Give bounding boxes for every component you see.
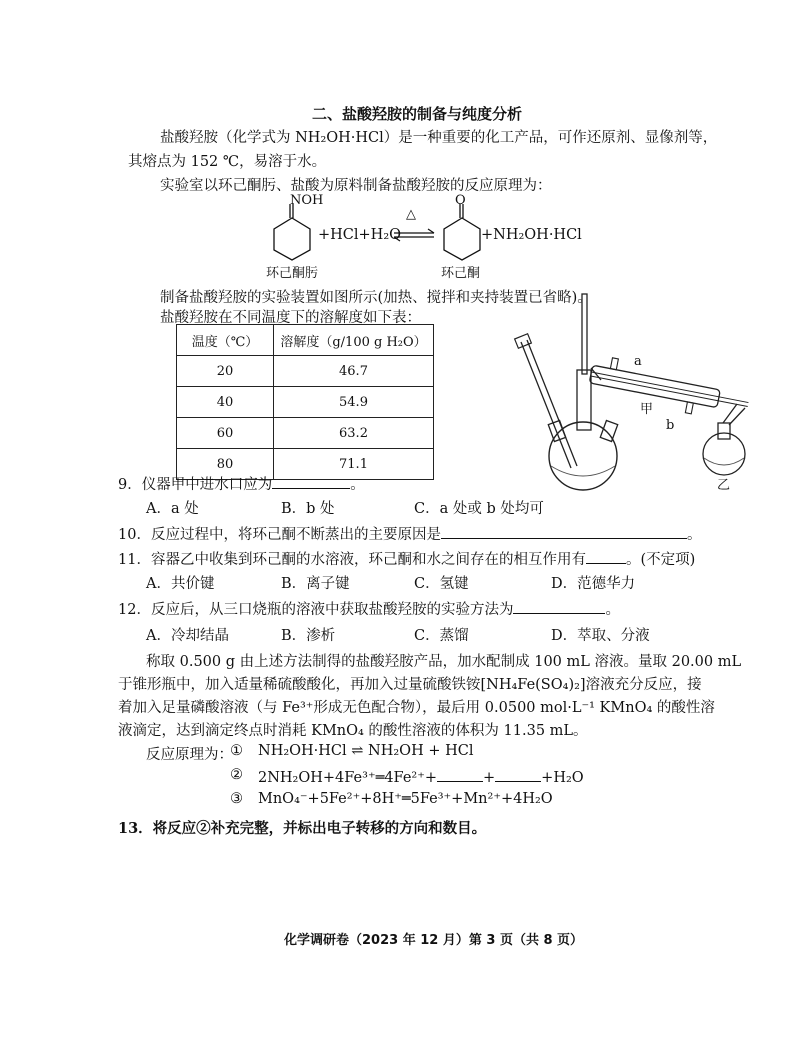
table-row xyxy=(177,387,434,418)
q11-option-d: D．范德华力 xyxy=(551,576,636,592)
q13-stem: 13．将反应②补充完整，并标出电子转移的方向和数目。 xyxy=(118,820,487,837)
q9-text: 9．仪器甲中进水口应为 xyxy=(118,477,273,493)
name-cyclohexanone: 环己酮 xyxy=(441,266,481,281)
temperature-cell: 40 xyxy=(177,387,274,418)
temperature-cell: 20 xyxy=(177,356,274,387)
q11-option-a: A．共价键 xyxy=(146,576,215,592)
titration-line-3: 着加入足量磷酸溶液（与 Fe³⁺形成无色配合物），最后用 0.0500 mol·L⁻¹ KMnO₄ 的酸性溶 xyxy=(118,700,715,716)
principle-3-number: ③ xyxy=(230,791,243,807)
solubility-cell: 71.1 xyxy=(274,449,434,480)
q10-text: 10．反应过程中，将环己酮不断蒸出的主要原因是 xyxy=(118,527,441,543)
intro-line-3: 实验室以环己酮肟、盐酸为原料制备盐酸羟胺的反应原理为： xyxy=(160,178,552,194)
q11-answer-blank[interactable] xyxy=(586,549,626,564)
q9-end: 。 xyxy=(350,477,365,493)
q12-option-b: B．渗析 xyxy=(281,628,336,644)
principle-2-blank-2[interactable] xyxy=(495,767,541,782)
q12-end: 。 xyxy=(605,602,620,618)
q9-answer-blank[interactable] xyxy=(272,474,350,489)
apparatus-text: 制备盐酸羟胺的实验装置如图所示(加热、搅拌和夹持装置已省略)。 xyxy=(160,290,592,306)
name-cyclohexanone-oxime: 环己酮肟 xyxy=(266,266,319,281)
q11-text: 11．容器乙中收集到环己酮的水溶液，环己酮和水之间存在的相互作用有 xyxy=(118,552,586,568)
principle-2-blank-1[interactable] xyxy=(437,767,483,782)
solubility-cell: 63.2 xyxy=(274,418,434,449)
equilibrium-arrow xyxy=(390,224,440,244)
reaction-product: +NH₂OH·HCl xyxy=(481,227,582,243)
section-title: 二、盐酸羟胺的制备与纯度分析 xyxy=(312,105,523,123)
table-caption: 盐酸羟胺在不同温度下的溶解度如下表： xyxy=(160,310,421,326)
label-b: b xyxy=(666,418,675,433)
titration-line-1: 称取 0.500 g 由上述方法制得的盐酸羟胺产品，加水配制成 100 mL 溶液。量取 20.00 mL xyxy=(146,654,742,670)
q10-end: 。 xyxy=(686,527,702,543)
principles-label: 反应原理为： xyxy=(146,747,233,763)
principle-2-right: +H₂O xyxy=(541,770,584,786)
q12-option-a: A．冷却结晶 xyxy=(146,628,229,644)
label-yi: 乙 xyxy=(717,478,731,493)
table-header-row xyxy=(177,325,434,356)
titration-line-2: 于锥形瓶中，加入适量稀硫酸酸化，再加入过量硫酸铁铵[NH₄Fe(SO₄)₂]溶液充分反应，接 xyxy=(118,677,702,693)
principle-2 xyxy=(258,767,584,786)
solubility-table xyxy=(176,324,434,480)
intro-line-2: 其熔点为 152 ℃，易溶于水。 xyxy=(128,154,327,170)
q10-stem xyxy=(118,523,701,544)
header-temperature: 温度（℃） xyxy=(177,325,274,356)
q11-end: 。(不定项) xyxy=(625,552,696,568)
q12-stem xyxy=(118,598,620,619)
table-row xyxy=(177,356,434,387)
solubility-cell: 54.9 xyxy=(274,387,434,418)
q11-stem xyxy=(118,548,695,569)
delta-symbol: △ xyxy=(406,207,416,222)
temperature-cell: 80 xyxy=(177,449,274,480)
q9-option-a: A．a 处 xyxy=(146,501,199,517)
q9-stem xyxy=(118,473,365,494)
principle-2-number: ② xyxy=(230,767,243,783)
principle-3: MnO₄⁻+5Fe²⁺+8H⁺═5Fe³⁺+Mn²⁺+4H₂O xyxy=(258,791,553,807)
q12-answer-blank[interactable] xyxy=(513,599,605,614)
page-footer: 化学调研卷（2023 年 12 月）第 3 页（共 8 页） xyxy=(284,933,584,948)
q12-option-c: C．蒸馏 xyxy=(414,628,469,644)
q9-option-b: B．b 处 xyxy=(281,501,335,517)
q12-option-d: D．萃取、分液 xyxy=(551,628,650,644)
principle-2-plus: + xyxy=(483,770,496,786)
distillation-apparatus-figure xyxy=(505,290,760,495)
principle-1: NH₂OH·HCl ⇌ NH₂OH + HCl xyxy=(258,743,474,759)
principle-2-left: 2NH₂OH+4Fe³⁺═4Fe²⁺+ xyxy=(258,770,438,786)
q12-text: 12．反应后，从三口烧瓶的溶液中获取盐酸羟胺的实验方法为 xyxy=(118,602,514,618)
o-label: O xyxy=(455,193,466,208)
label-a: a xyxy=(634,354,642,369)
principle-1-number: ① xyxy=(230,743,243,759)
titration-line-4: 液滴定，达到滴定终点时消耗 KMnO₄ 的酸性溶液的体积为 11.35 mL。 xyxy=(118,723,588,739)
temperature-cell: 60 xyxy=(177,418,274,449)
q9-option-c: C．a 处或 b 处均可 xyxy=(414,501,544,517)
q11-option-b: B．离子键 xyxy=(281,576,350,592)
noh-label: NOH xyxy=(290,193,324,208)
table-row xyxy=(177,418,434,449)
label-jia: 甲 xyxy=(640,402,654,417)
q11-option-c: C．氢键 xyxy=(414,576,469,592)
solubility-cell: 46.7 xyxy=(274,356,434,387)
header-solubility: 溶解度（g/100 g H₂O） xyxy=(274,325,434,356)
q10-answer-blank[interactable] xyxy=(441,524,687,539)
reaction-reagents: +HCl+H₂O xyxy=(318,227,402,243)
intro-line-1: 盐酸羟胺（化学式为 NH₂OH·HCl）是一种重要的化工产品，可作还原剂、显像剂等， xyxy=(160,130,718,146)
